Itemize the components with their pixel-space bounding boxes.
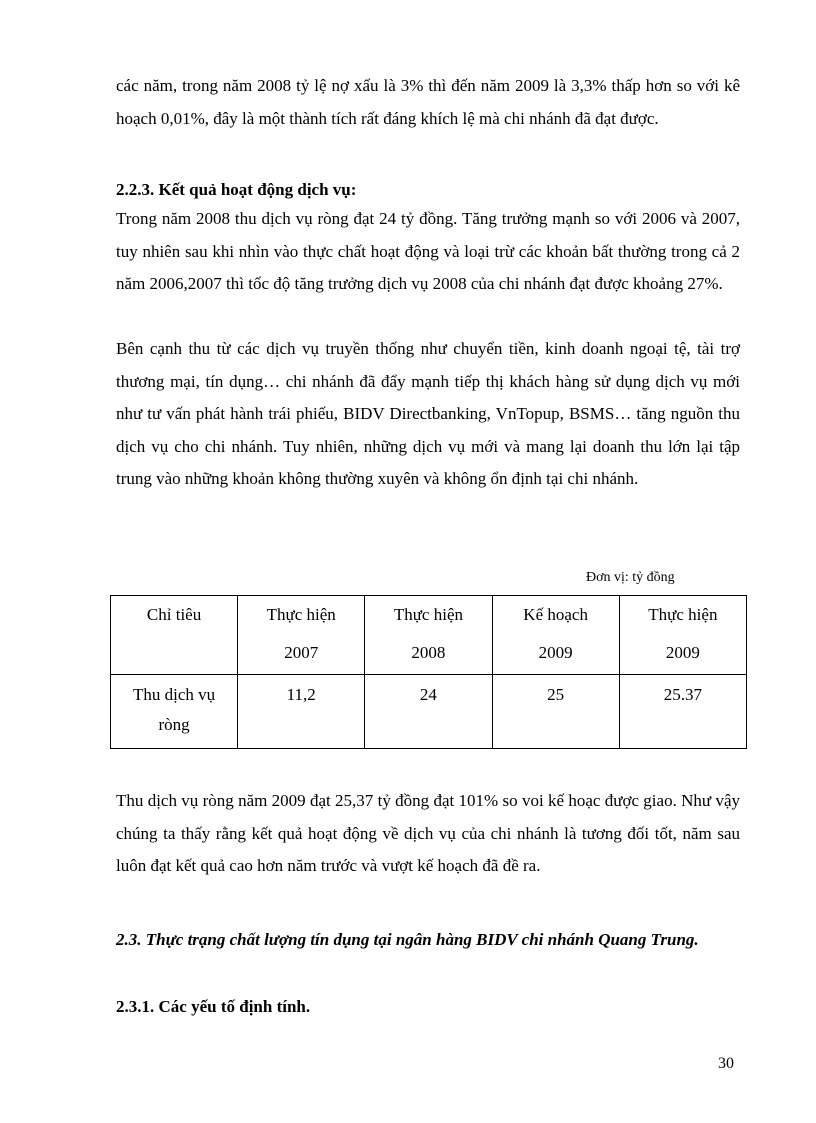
header-cell-indicator: Chỉ tiêu	[111, 596, 238, 675]
subsection-heading-qualitative-factors: 2.3.1. Các yếu tố định tính.	[116, 997, 311, 1016]
header-cell-actual-2007: Thực hiện 2007	[238, 596, 365, 675]
paragraph-service-2009-evaluation: Thu dịch vụ ròng năm 2009 đạt 25,37 tỷ đồng đạt 101% so voi kế hoạc được giao. Như vậy chúng ta thấy rằng kết quả hoạt động về dịch vụ của chi nhánh là tương đối tốt, năm sau luôn đạt kết quả cao hơn năm trước và vượt kế hoạch đã đề ra.	[116, 791, 740, 875]
service-income-table	[110, 595, 747, 749]
paragraph-service-sources: Bên cạnh thu từ các dịch vụ truyền thống như chuyển tiền, kinh doanh ngoại tệ, tài trợ thương mại, tín dụng… chi nhánh đã đẩy mạnh tiếp thị khách hàng sử dụng dịch vụ mới như tư vấn phát hành trái phiếu, BIDV Directbanking, VnTopup, BSMS… tăng nguồn thu dịch vụ cho chi nhánh. Tuy nhiên, những dịch vụ mới và mang lại doanh thu lớn lại tập trung vào những khoản không thường xuyên và không ổn định tại chi nhánh.	[116, 339, 740, 488]
header-cell-actual-2009: Thực hiện 2009	[619, 596, 746, 675]
table-header-row	[111, 596, 747, 675]
table-unit-note: Đơn vị: tỷ đồng	[586, 570, 675, 585]
paragraph-service-income-2008: Trong năm 2008 thu dịch vụ ròng đạt 24 tỷ đồng. Tăng trưởng mạnh so với 2006 và 2007, tuy nhiên sau khi nhìn vào thực chất hoạt động và loại trừ các khoản bất thường trong cả 2 năm 2006,2007 thì tốc độ tăng trưởng dịch vụ 2008 của chi nhánh đạt được khoảng 27%.	[116, 209, 740, 293]
header-cell-plan-2009: Kế hoạch 2009	[492, 596, 619, 675]
page-number: 30	[718, 1055, 734, 1072]
table-row	[111, 675, 747, 749]
paragraph-npl-summary: các năm, trong năm 2008 tỷ lệ nợ xấu là 3% thì đến năm 2009 là 3,3% thấp hơn so với kê hoạch 0,01%, đây là một thành tích rất đáng khích lệ mà chi nhánh đã đạt được.	[116, 76, 740, 128]
value-cell-2007: 11,2	[238, 675, 365, 749]
section-heading-credit-quality: 2.3. Thực trạng chất lượng tín dụng tại ngân hàng BIDV chi nhánh Quang Trung.	[116, 930, 699, 949]
section-heading-service-results: 2.2.3. Kết quả hoạt động dịch vụ:	[116, 180, 357, 199]
value-cell-plan-2009: 25	[492, 675, 619, 749]
value-cell-actual-2009: 25.37	[619, 675, 746, 749]
row-label-net-service-income: Thu dịch vụ ròng	[111, 675, 238, 749]
value-cell-2008: 24	[365, 675, 492, 749]
header-cell-actual-2008: Thực hiện 2008	[365, 596, 492, 675]
